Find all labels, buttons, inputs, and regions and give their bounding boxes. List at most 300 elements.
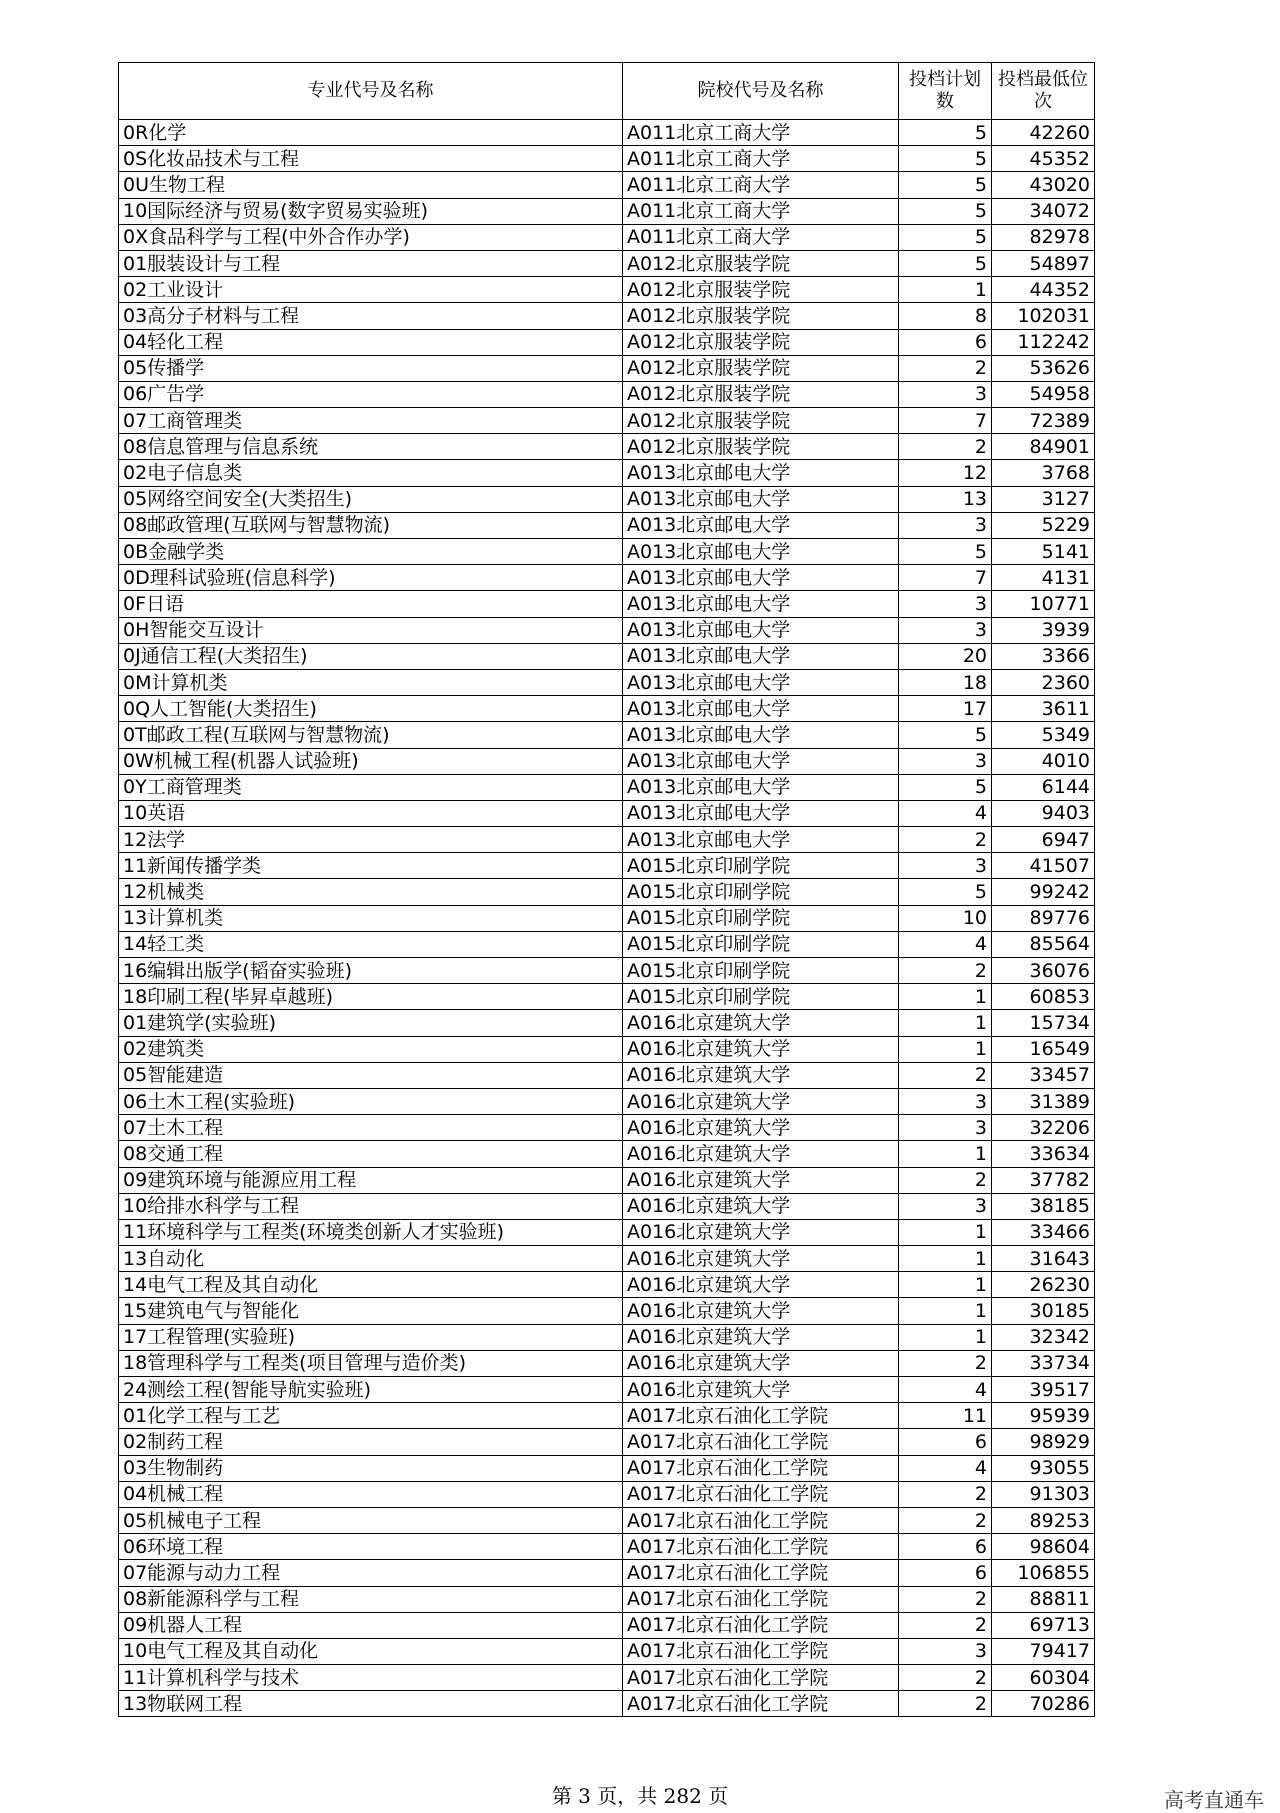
cell-major: 0U生物工程: [119, 172, 623, 198]
table-row: [119, 1193, 1095, 1219]
cell-rank: 33457: [992, 1062, 1095, 1088]
cell-school: A013北京邮电大学: [623, 460, 899, 486]
table-row: [119, 1219, 1095, 1245]
page-number: 第 3 页，共 282 页: [551, 1784, 729, 1808]
table-row: [119, 1062, 1095, 1088]
cell-major: 04轻化工程: [119, 329, 623, 355]
cell-school: A013北京邮电大学: [623, 565, 899, 591]
cell-rank: 4131: [992, 565, 1095, 591]
cell-plan: 1: [899, 1219, 992, 1245]
cell-major: 07工商管理类: [119, 408, 623, 434]
table-row: [119, 1088, 1095, 1114]
cell-plan: 2: [899, 434, 992, 460]
cell-school: A015北京印刷学院: [623, 879, 899, 905]
cell-rank: 34072: [992, 198, 1095, 224]
cell-rank: 2360: [992, 669, 1095, 695]
cell-plan: 2: [899, 1507, 992, 1533]
cell-plan: 5: [899, 172, 992, 198]
cell-school: A017北京石油化工学院: [623, 1534, 899, 1560]
table-row: [119, 329, 1095, 355]
cell-plan: 2: [899, 1062, 992, 1088]
cell-plan: 5: [899, 198, 992, 224]
cell-major: 12机械类: [119, 879, 623, 905]
cell-major: 0B金融学类: [119, 539, 623, 565]
cell-plan: 5: [899, 539, 992, 565]
cell-school: A015北京印刷学院: [623, 984, 899, 1010]
cell-plan: 7: [899, 408, 992, 434]
cell-rank: 36076: [992, 958, 1095, 984]
table-row: [119, 172, 1095, 198]
cell-major: 09机器人工程: [119, 1612, 623, 1638]
cell-major: 02制药工程: [119, 1429, 623, 1455]
cell-plan: 2: [899, 1481, 992, 1507]
table-row: [119, 1560, 1095, 1586]
cell-major: 13自动化: [119, 1246, 623, 1272]
cell-plan: 1: [899, 1246, 992, 1272]
table-row: [119, 1665, 1095, 1691]
cell-major: 08信息管理与信息系统: [119, 434, 623, 460]
cell-rank: 30185: [992, 1298, 1095, 1324]
table-row: [119, 486, 1095, 512]
table-row: [119, 1429, 1095, 1455]
cell-school: A011北京工商大学: [623, 224, 899, 250]
cell-school: A013北京邮电大学: [623, 512, 899, 538]
cell-rank: 69713: [992, 1612, 1095, 1638]
cell-school: A017北京石油化工学院: [623, 1638, 899, 1664]
cell-plan: 3: [899, 1638, 992, 1664]
cell-plan: 1: [899, 1036, 992, 1062]
cell-plan: 2: [899, 1167, 992, 1193]
cell-rank: 3366: [992, 643, 1095, 669]
cell-school: A016北京建筑大学: [623, 1350, 899, 1376]
cell-plan: 3: [899, 591, 992, 617]
cell-rank: 99242: [992, 879, 1095, 905]
cell-school: A016北京建筑大学: [623, 1036, 899, 1062]
cell-plan: 3: [899, 1115, 992, 1141]
cell-plan: 11: [899, 1403, 992, 1429]
cell-plan: 12: [899, 460, 992, 486]
cell-rank: 32342: [992, 1324, 1095, 1350]
cell-rank: 5229: [992, 512, 1095, 538]
cell-major: 08邮政管理(互联网与智慧物流): [119, 512, 623, 538]
cell-plan: 13: [899, 486, 992, 512]
table-row: [119, 722, 1095, 748]
cell-major: 0H智能交互设计: [119, 617, 623, 643]
cell-plan: 2: [899, 355, 992, 381]
cell-rank: 32206: [992, 1115, 1095, 1141]
cell-rank: 41507: [992, 853, 1095, 879]
cell-plan: 1: [899, 277, 992, 303]
cell-major: 0D理科试验班(信息科学): [119, 565, 623, 591]
table-row: [119, 277, 1095, 303]
cell-major: 01服装设计与工程: [119, 250, 623, 276]
cell-plan: 1: [899, 1272, 992, 1298]
cell-plan: 4: [899, 1455, 992, 1481]
cell-major: 16编辑出版学(韬奋实验班): [119, 958, 623, 984]
cell-school: A013北京邮电大学: [623, 669, 899, 695]
cell-plan: 4: [899, 931, 992, 957]
table-row: [119, 565, 1095, 591]
table-row: [119, 381, 1095, 407]
cell-major: 14轻工类: [119, 931, 623, 957]
table-row: [119, 355, 1095, 381]
cell-school: A012北京服装学院: [623, 329, 899, 355]
cell-plan: 18: [899, 669, 992, 695]
table-row: [119, 748, 1095, 774]
table-row: [119, 1691, 1095, 1717]
cell-rank: 3611: [992, 696, 1095, 722]
cell-school: A016北京建筑大学: [623, 1272, 899, 1298]
cell-plan: 2: [899, 1350, 992, 1376]
cell-major: 08交通工程: [119, 1141, 623, 1167]
cell-major: 06环境工程: [119, 1534, 623, 1560]
table-row: [119, 1010, 1095, 1036]
cell-major: 0X食品科学与工程(中外合作办学): [119, 224, 623, 250]
cell-school: A017北京石油化工学院: [623, 1403, 899, 1429]
cell-rank: 3127: [992, 486, 1095, 512]
table-row: [119, 146, 1095, 172]
table-row: [119, 512, 1095, 538]
cell-plan: 2: [899, 958, 992, 984]
cell-major: 0F日语: [119, 591, 623, 617]
cell-rank: 16549: [992, 1036, 1095, 1062]
cell-major: 10国际经济与贸易(数字贸易实验班): [119, 198, 623, 224]
cell-major: 13物联网工程: [119, 1691, 623, 1717]
table-row: [119, 905, 1095, 931]
cell-plan: 3: [899, 617, 992, 643]
cell-major: 08新能源科学与工程: [119, 1586, 623, 1612]
cell-rank: 79417: [992, 1638, 1095, 1664]
cell-school: A016北京建筑大学: [623, 1010, 899, 1036]
cell-school: A012北京服装学院: [623, 303, 899, 329]
table-row: [119, 879, 1095, 905]
cell-plan: 3: [899, 748, 992, 774]
table-row: [119, 984, 1095, 1010]
table-row: [119, 800, 1095, 826]
cell-rank: 106855: [992, 1560, 1095, 1586]
table-row: [119, 539, 1095, 565]
cell-school: A013北京邮电大学: [623, 486, 899, 512]
cell-school: A017北京石油化工学院: [623, 1691, 899, 1717]
table-row: [119, 1612, 1095, 1638]
cell-major: 18印刷工程(毕昇卓越班): [119, 984, 623, 1010]
cell-school: A016北京建筑大学: [623, 1115, 899, 1141]
cell-plan: 5: [899, 879, 992, 905]
cell-major: 15建筑电气与智能化: [119, 1298, 623, 1324]
cell-school: A015北京印刷学院: [623, 931, 899, 957]
cell-rank: 31643: [992, 1246, 1095, 1272]
table-row: [119, 1036, 1095, 1062]
cell-major: 01建筑学(实验班): [119, 1010, 623, 1036]
cell-rank: 44352: [992, 277, 1095, 303]
cell-major: 02工业设计: [119, 277, 623, 303]
cell-rank: 93055: [992, 1455, 1095, 1481]
cell-school: A016北京建筑大学: [623, 1167, 899, 1193]
table-row: [119, 408, 1095, 434]
cell-school: A012北京服装学院: [623, 250, 899, 276]
cell-school: A013北京邮电大学: [623, 696, 899, 722]
cell-major: 0J通信工程(大类招生): [119, 643, 623, 669]
cell-school: A017北京石油化工学院: [623, 1507, 899, 1533]
header-school: 院校代号及名称: [623, 63, 899, 120]
cell-school: A013北京邮电大学: [623, 774, 899, 800]
cell-plan: 10: [899, 905, 992, 931]
cell-rank: 6947: [992, 827, 1095, 853]
table-row: [119, 1586, 1095, 1612]
cell-major: 05传播学: [119, 355, 623, 381]
cell-rank: 60304: [992, 1665, 1095, 1691]
cell-rank: 91303: [992, 1481, 1095, 1507]
cell-plan: 6: [899, 1429, 992, 1455]
cell-plan: 3: [899, 1088, 992, 1114]
cell-school: A017北京石油化工学院: [623, 1481, 899, 1507]
cell-plan: 4: [899, 800, 992, 826]
cell-major: 03生物制药: [119, 1455, 623, 1481]
cell-rank: 6144: [992, 774, 1095, 800]
table-row: [119, 853, 1095, 879]
cell-school: A015北京印刷学院: [623, 853, 899, 879]
cell-major: 0T邮政工程(互联网与智慧物流): [119, 722, 623, 748]
cell-major: 07土木工程: [119, 1115, 623, 1141]
cell-major: 06广告学: [119, 381, 623, 407]
cell-rank: 54958: [992, 381, 1095, 407]
table-row: [119, 1534, 1095, 1560]
cell-school: A012北京服装学院: [623, 408, 899, 434]
cell-rank: 98929: [992, 1429, 1095, 1455]
table-row: [119, 1507, 1095, 1533]
cell-school: A017北京石油化工学院: [623, 1586, 899, 1612]
cell-school: A013北京邮电大学: [623, 748, 899, 774]
cell-rank: 53626: [992, 355, 1095, 381]
cell-major: 0M计算机类: [119, 669, 623, 695]
cell-plan: 5: [899, 146, 992, 172]
cell-school: A016北京建筑大学: [623, 1193, 899, 1219]
cell-rank: 38185: [992, 1193, 1095, 1219]
cell-school: A013北京邮电大学: [623, 539, 899, 565]
cell-school: A016北京建筑大学: [623, 1219, 899, 1245]
table-row: [119, 931, 1095, 957]
table-row: [119, 827, 1095, 853]
cell-plan: 5: [899, 774, 992, 800]
cell-plan: 5: [899, 224, 992, 250]
cell-rank: 4010: [992, 748, 1095, 774]
cell-school: A016北京建筑大学: [623, 1324, 899, 1350]
cell-school: A017北京石油化工学院: [623, 1612, 899, 1638]
table-row: [119, 120, 1095, 146]
cell-rank: 33734: [992, 1350, 1095, 1376]
table-row: [119, 460, 1095, 486]
cell-major: 0Y工商管理类: [119, 774, 623, 800]
cell-school: A013北京邮电大学: [623, 722, 899, 748]
cell-major: 09建筑环境与能源应用工程: [119, 1167, 623, 1193]
table-row: [119, 250, 1095, 276]
cell-major: 11计算机科学与技术: [119, 1665, 623, 1691]
cell-plan: 5: [899, 120, 992, 146]
cell-school: A013北京邮电大学: [623, 617, 899, 643]
cell-rank: 37782: [992, 1167, 1095, 1193]
admission-table: [118, 62, 1095, 1717]
header-major: 专业代号及名称: [119, 63, 623, 120]
table-header-row: [119, 63, 1095, 120]
cell-rank: 45352: [992, 146, 1095, 172]
cell-plan: 3: [899, 512, 992, 538]
cell-major: 02建筑类: [119, 1036, 623, 1062]
cell-plan: 20: [899, 643, 992, 669]
cell-school: A012北京服装学院: [623, 381, 899, 407]
table-row: [119, 1246, 1095, 1272]
table-row: [119, 1141, 1095, 1167]
cell-school: A016北京建筑大学: [623, 1246, 899, 1272]
cell-school: A011北京工商大学: [623, 198, 899, 224]
cell-major: 04机械工程: [119, 1481, 623, 1507]
cell-plan: 8: [899, 303, 992, 329]
cell-plan: 5: [899, 722, 992, 748]
table-row: [119, 774, 1095, 800]
table-row: [119, 1167, 1095, 1193]
cell-school: A017北京石油化工学院: [623, 1665, 899, 1691]
cell-plan: 2: [899, 1691, 992, 1717]
cell-major: 11环境科学与工程类(环境类创新人才实验班): [119, 1219, 623, 1245]
table-row: [119, 1481, 1095, 1507]
cell-plan: 2: [899, 1665, 992, 1691]
watermark-text: 高考直通车: [1164, 1788, 1264, 1812]
cell-plan: 1: [899, 1324, 992, 1350]
cell-plan: 2: [899, 1586, 992, 1612]
cell-school: A012北京服装学院: [623, 355, 899, 381]
cell-plan: 6: [899, 1534, 992, 1560]
cell-major: 05机械电子工程: [119, 1507, 623, 1533]
cell-major: 05网络空间安全(大类招生): [119, 486, 623, 512]
cell-rank: 10771: [992, 591, 1095, 617]
cell-school: A013北京邮电大学: [623, 643, 899, 669]
cell-rank: 102031: [992, 303, 1095, 329]
cell-rank: 60853: [992, 984, 1095, 1010]
cell-plan: 6: [899, 1560, 992, 1586]
cell-school: A011北京工商大学: [623, 146, 899, 172]
cell-school: A013北京邮电大学: [623, 591, 899, 617]
table-row: [119, 1377, 1095, 1403]
cell-major: 10电气工程及其自动化: [119, 1638, 623, 1664]
cell-major: 01化学工程与工艺: [119, 1403, 623, 1429]
cell-plan: 17: [899, 696, 992, 722]
cell-plan: 6: [899, 329, 992, 355]
table-row: [119, 1115, 1095, 1141]
cell-rank: 5349: [992, 722, 1095, 748]
cell-major: 13计算机类: [119, 905, 623, 931]
cell-rank: 89253: [992, 1507, 1095, 1533]
cell-school: A017北京石油化工学院: [623, 1429, 899, 1455]
cell-rank: 31389: [992, 1088, 1095, 1114]
cell-school: A013北京邮电大学: [623, 827, 899, 853]
cell-rank: 95939: [992, 1403, 1095, 1429]
cell-rank: 89776: [992, 905, 1095, 931]
cell-major: 10英语: [119, 800, 623, 826]
cell-school: A011北京工商大学: [623, 120, 899, 146]
cell-major: 07能源与动力工程: [119, 1560, 623, 1586]
cell-major: 06土木工程(实验班): [119, 1088, 623, 1114]
cell-plan: 5: [899, 250, 992, 276]
table-row: [119, 669, 1095, 695]
cell-major: 02电子信息类: [119, 460, 623, 486]
table-row: [119, 1403, 1095, 1429]
cell-plan: 3: [899, 1193, 992, 1219]
table-row: [119, 1350, 1095, 1376]
table-row: [119, 224, 1095, 250]
cell-major: 14电气工程及其自动化: [119, 1272, 623, 1298]
table-row: [119, 198, 1095, 224]
cell-school: A017北京石油化工学院: [623, 1560, 899, 1586]
cell-major: 11新闻传播学类: [119, 853, 623, 879]
cell-rank: 39517: [992, 1377, 1095, 1403]
cell-rank: 33634: [992, 1141, 1095, 1167]
cell-plan: 2: [899, 1612, 992, 1638]
table-row: [119, 643, 1095, 669]
cell-major: 24测绘工程(智能导航实验班): [119, 1377, 623, 1403]
cell-rank: 85564: [992, 931, 1095, 957]
cell-major: 18管理科学与工程类(项目管理与造价类): [119, 1350, 623, 1376]
cell-rank: 84901: [992, 434, 1095, 460]
cell-plan: 7: [899, 565, 992, 591]
cell-rank: 26230: [992, 1272, 1095, 1298]
cell-rank: 43020: [992, 172, 1095, 198]
cell-major: 0Q人工智能(大类招生): [119, 696, 623, 722]
table-row: [119, 303, 1095, 329]
cell-rank: 15734: [992, 1010, 1095, 1036]
cell-major: 10给排水科学与工程: [119, 1193, 623, 1219]
table-row: [119, 1272, 1095, 1298]
cell-rank: 88811: [992, 1586, 1095, 1612]
cell-rank: 33466: [992, 1219, 1095, 1245]
cell-school: A011北京工商大学: [623, 172, 899, 198]
table-row: [119, 958, 1095, 984]
cell-major: 0W机械工程(机器人试验班): [119, 748, 623, 774]
table-row: [119, 1455, 1095, 1481]
cell-major: 17工程管理(实验班): [119, 1324, 623, 1350]
cell-school: A016北京建筑大学: [623, 1141, 899, 1167]
cell-plan: 4: [899, 1377, 992, 1403]
cell-school: A017北京石油化工学院: [623, 1455, 899, 1481]
table-row: [119, 1324, 1095, 1350]
cell-plan: 1: [899, 1010, 992, 1036]
table-row: [119, 1298, 1095, 1324]
cell-plan: 3: [899, 853, 992, 879]
cell-plan: 1: [899, 1298, 992, 1324]
table-row: [119, 1638, 1095, 1664]
table-row: [119, 696, 1095, 722]
cell-major: 05智能建造: [119, 1062, 623, 1088]
header-rank: 投档最低位次: [992, 63, 1095, 120]
cell-school: A012北京服装学院: [623, 277, 899, 303]
cell-major: 0S化妆品技术与工程: [119, 146, 623, 172]
cell-school: A016北京建筑大学: [623, 1088, 899, 1114]
cell-rank: 42260: [992, 120, 1095, 146]
cell-plan: 1: [899, 1141, 992, 1167]
cell-rank: 98604: [992, 1534, 1095, 1560]
cell-school: A015北京印刷学院: [623, 958, 899, 984]
header-plan: 投档计划数: [899, 63, 992, 120]
cell-rank: 72389: [992, 408, 1095, 434]
cell-rank: 112242: [992, 329, 1095, 355]
cell-rank: 9403: [992, 800, 1095, 826]
table-row: [119, 434, 1095, 460]
table-row: [119, 591, 1095, 617]
cell-major: 03高分子材料与工程: [119, 303, 623, 329]
cell-school: A016北京建筑大学: [623, 1062, 899, 1088]
cell-school: A012北京服装学院: [623, 434, 899, 460]
cell-rank: 3768: [992, 460, 1095, 486]
cell-major: 12法学: [119, 827, 623, 853]
cell-plan: 3: [899, 381, 992, 407]
